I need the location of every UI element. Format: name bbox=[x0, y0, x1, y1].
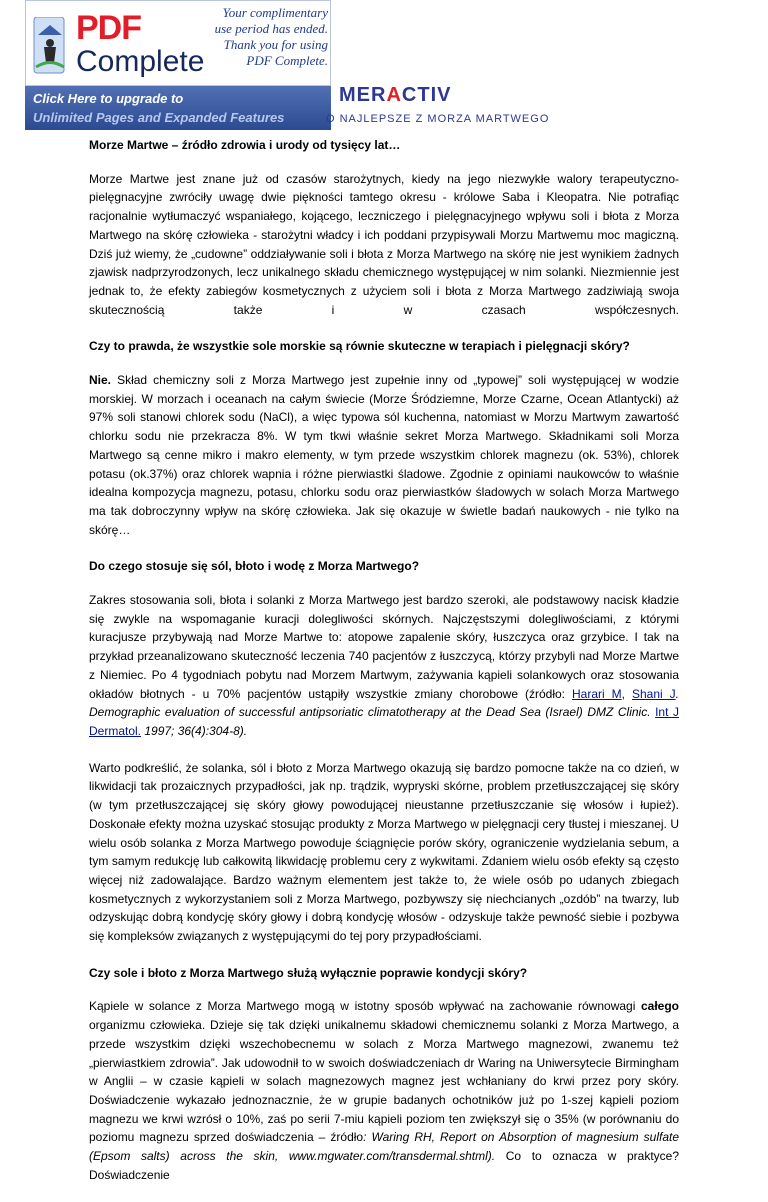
heading-4: Czy sole i błoto z Morza Martwego służą wyłącznie poprawie kondycji skóry? bbox=[89, 965, 528, 980]
paragraph-1: Morze Martwe jest znane już od czasów starożytnych, kiedy na jego niezwykłe walory terapeutyczno-pielęgnacyjne zwróciły uwagę dwie piękności tamtego okresu - królowe Saba i Kleopatra. Nie potrafiąc racjonalnie wytłumaczyć wspaniałego, kojącego, leczniczego i pielęgnacyjnego wpływu soli i błota z Morza Martwego na skórę człowieka - starożytni władcy i ich poddani przypisywali Morzu Martwemu moc magiczną. Dziś już wiemy, że „cudowne” oddziaływanie soli i błota z Morza Martwego na skórę nie jest wynikiem żadnych zjawisk nadprzyrodzonych, lecz unikalnego składu chemicznego występującej w nim solanki. Niezmiennie jest jednak to, że efekty zabiegów kosmetycznych z użyciem soli i błota z Morza Martwego zadziwiają swoja skutecznością także i w czasach współczesnych. bbox=[89, 171, 679, 317]
brand-logo: MERACTIV bbox=[339, 84, 452, 106]
citation-link-shani[interactable]: Shani J bbox=[631, 686, 676, 701]
heading-2: Czy to prawda, że wszystkie sole morskie są równie skuteczne w terapiach i pielęgnacji skóry? bbox=[89, 339, 630, 354]
brand-tagline: O NAJLEPSZE Z MORZA MARTWEGO bbox=[326, 113, 550, 125]
banner-logo-area[interactable] bbox=[25, 0, 331, 86]
promo-text: Your complimentary use period has ended. Thank you for using PDF Complete. bbox=[214, 5, 328, 68]
upgrade-link[interactable] bbox=[25, 86, 331, 130]
pdf-complete-icon bbox=[32, 17, 68, 77]
paragraph-4: Warto podkreślić, że solanka, sól i błoto z Morza Martwego okazują się bardzo pomocne także na co dzień, w likwidacji tak prozaicznych przypadłości, jak np. trądzik, wypryski skórne, problem przetłuszczającej się skóry (w tym przetłuszczającej się skóry głowy powodującej nieustanne przetłuszczanie się włosów i łupież). Doskonałe efekty można uzyskać stosując produkty z Morza Martwego w pielęgnacji cery tłustej i mieszanej. U wielu osób solanka z Morza Martwego powoduje ściągnięcie porów skóry, ograniczenie wydzielania sebum, a tym samym redukcję lub całkowitą likwidację problemu cery z wykwitami. Zdaniem wielu osób efekty są często więcej niż zadowalające. Bardzo ważnym elementem jest także to, że wiele osób po udanych zbiegach kosmetycznych z wykorzystaniem soli z Morza Martwego, pozbywszy się niechcianych „ozdób” na twarzy, lub odzyskując dobrą kondycję skóry głowy i dobrą kondycję włosów - odzyskuje także pewność siebie i pozbywa się kompleksów związanych z występującymi do tej pory przypadłościami. bbox=[89, 760, 679, 944]
paragraph-2: Nie. Skład chemiczny soli z Morza Martwego jest zupełnie inny od „typowej” soli występującej w wodzie morskiej. W morzach i oceanach na całym świecie (Morze Śródziemne, Morze Czarne, Ocean Atlantycki) aż 97% soli stanowi chlorek sodu (NaCl), a więc typowa sól kuchenna, natomiast w Morzu Martwym zawartość chlorku sodu nie przekracza 8%. W tym tkwi właśnie sekret Morza Martwego. Składnikami soli Morza Martwego są cenne mikro i makro elementy, w tym przede wszystkim chlorek magnezu (ok. 53%), chlorek potasu (ok.37%) oraz chlorek wapnia i różne pierwiastki śladowe. Zgodnie z opiniami naukowców to właśnie idealna kompozycja magnezu, potasu, chlorku sodu oraz pierwiastków śladowych w solach Morza Martwego ma tak dobroczynny wpływ na skórę człowieka. Jak się okazuje w świetle badań naukowych - nie tylko na skórę… bbox=[89, 373, 679, 537]
pdf-complete-banner[interactable] bbox=[25, 0, 331, 130]
citation-link-harari[interactable]: Harari M bbox=[572, 686, 622, 701]
upgrade-line-2[interactable]: Unlimited Pages and Expanded Features bbox=[33, 110, 285, 125]
paragraph-5: Kąpiele w solance z Morza Martwego mogą w istotny sposób wpływać na zachowanie równowagi całego organizmu człowieka. Dzieje się tak dzięki unikalnemu składowi chemicznemu solanki z Morza Martwego, a przede wszystkim dzięki wszechobecnemu w solach z Morza Martwego magnezowi, zwanemu też „pierwiastkiem zdrowia”. Jak udowodnił to w swoich doświadczeniach dr Waring na Uniwersytecie Birmingham w Anglii – w czasie kąpieli w solach magnezowych magnez jest wchłaniany do krwi przez pory skóry. Doświadczenie wykazało jednoznacznie, że w grupie badanych ochotników już po 1-szej kąpieli poziom magnezu we krwi wzrósł o 10%, zaś po serii 7-miu kąpieli poziom ten zwiększył się o 35% (w porównaniu do poziomu magnezu sprzed doświadczenia – źródło: Waring RH, Report on Absorption of magnesium sulfate (Epsom salts) across the skin, www.mgwater.com/transdermal.shtml). Co to oznacza w praktyce? Doświadczenie bbox=[89, 999, 679, 1182]
heading-3: Do czego stosuje się sól, błoto i wodę z Morza Martwego? bbox=[89, 559, 420, 574]
heading-1: Morze Martwe – źródło zdrowia i urody od tysięcy lat… bbox=[89, 138, 401, 152]
article bbox=[89, 136, 679, 1202]
upgrade-line-1[interactable]: Click Here to upgrade to bbox=[33, 91, 184, 106]
citation-link-journal[interactable]: Int J Dermatol. bbox=[89, 705, 679, 738]
paragraph-3: Zakres stosowania soli, błota i solanki z Morza Martwego jest bardzo szeroki, ale podstawowy nacisk kładzie się zwykle na wspomaganie kuracji dolegliwości skórnych. Najczęstszymi dolegliwościami, z którymi kuracjusze przybywają nad Morze Martwe to: atopowe zapalenie skóry, łuszczyca oraz grzybice. I tak na przykład przeanalizowano skuteczność leczenia 740 pacjentów z łuszczycą, którzy przybyli nad Morze Martwe z Niemiec. Po 4 tygodniach pobytu nad Morzem Martwym, zażywania kąpieli solankowych oraz stosowania okładów błotnych - u 70% pacjentów ustąpiły wszystkie zmiany chorobowe (źródło: Harari M, Shani J. Demographic evaluation of successful antipsoriatic climatotherapy at the Dead Sea (Israel) DMZ Clinic. Int J Dermatol. 1997; 36(4):304-8). bbox=[89, 593, 680, 738]
pdf-logo-text: PDF bbox=[76, 9, 141, 47]
complete-logo-text: Complete bbox=[76, 45, 205, 78]
